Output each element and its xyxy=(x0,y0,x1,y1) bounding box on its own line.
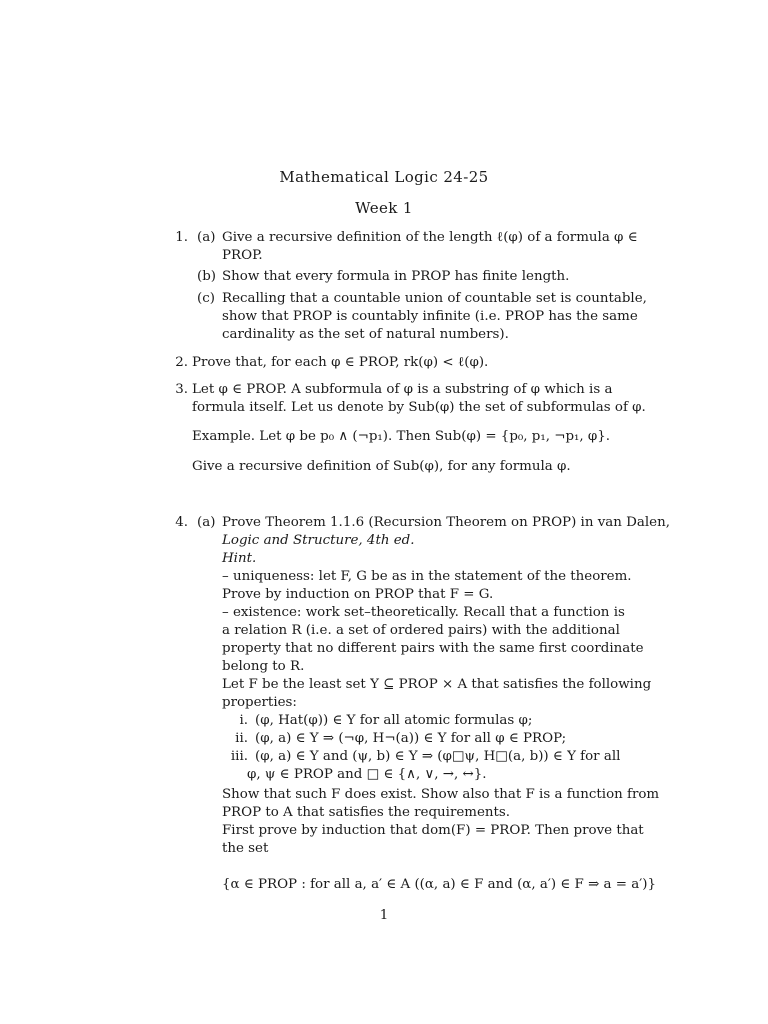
exercise-4-number: 4. xyxy=(175,515,188,530)
document-title: Mathematical Logic 24-25 xyxy=(279,168,489,186)
exercise-4a-hint: Hint. xyxy=(222,551,257,566)
exercise-4a-line-6: – existence: work set–theoretically. Recall that a function is xyxy=(222,605,625,620)
exercise-4a-line-15: the set xyxy=(222,841,269,856)
exercise-4a-line-4: – uniqueness: let F, G be as in the statement of the theorem. xyxy=(222,569,632,584)
property-iii-text-1: (φ, a) ∈ Y and (ψ, b) ∈ Y ⇒ (φ□ψ, H□(a, b)) ∈ Y for all xyxy=(255,749,621,764)
exercise-4a-line-14: First prove by induction that dom(F) = PROP. Then prove that xyxy=(222,823,644,838)
exercise-1a-line-1: Give a recursive definition of the length ℓ(φ) of a formula φ ∈ xyxy=(222,230,638,245)
page-number: 1 xyxy=(379,908,389,923)
exercise-3-example: Example. Let φ be p₀ ∧ (¬p₁). Then Sub(φ) = {p₀, p₁, ¬p₁, φ}. xyxy=(192,429,611,444)
display-formula-set: {α ∈ PROP : for all a, a′ ∈ A ((α, a) ∈ F and (α, a′) ∈ F ⇒ a = a′)} xyxy=(222,877,657,892)
exercise-1a-line-2: PROP. xyxy=(222,248,263,263)
property-ii-label: ii. xyxy=(235,731,248,746)
exercise-4a-label: (a) xyxy=(197,515,216,530)
exercise-4a-line-10: Let F be the least set Y ⊆ PROP × A that satisfies the following xyxy=(222,677,652,692)
exercise-1c-label: (c) xyxy=(197,291,215,306)
exercise-4a-line-5: Prove by induction on PROP that F = G. xyxy=(222,587,494,602)
property-ii-text: (φ, a) ∈ Y ⇒ (¬φ, H¬(a)) ∈ Y for all φ ∈ PROP; xyxy=(255,731,567,746)
exercise-1c-line-2: show that PROP is countably infinite (i.e. PROP has the same xyxy=(222,309,638,324)
exercise-4a-line-7: a relation R (i.e. a set of ordered pairs) with the additional xyxy=(222,623,620,638)
exercise-3-line-2: formula itself. Let us denote by Sub(φ) the set of subformulas of φ. xyxy=(192,400,646,415)
exercise-3-number: 3. xyxy=(175,382,188,397)
exercise-1c-line-1: Recalling that a countable union of countable set is countable, xyxy=(222,291,647,306)
exercise-1-number: 1. xyxy=(175,230,188,245)
property-iii-label: iii. xyxy=(230,749,248,764)
exercise-3-line-3: Give a recursive definition of Sub(φ), for any formula φ. xyxy=(192,459,571,474)
exercise-4a-line-9: belong to R. xyxy=(222,659,305,674)
exercise-4a-line-13: PROP to A that satisfies the requirements. xyxy=(222,805,511,820)
property-i-label: i. xyxy=(239,713,248,728)
exercise-4a-line-8: property that no different pairs with the same first coordinate xyxy=(222,641,644,656)
exercise-2-number: 2. xyxy=(175,355,188,370)
exercise-4a-line-11: properties: xyxy=(222,695,297,710)
exercise-1b-line-1: Show that every formula in PROP has finite length. xyxy=(222,269,570,284)
property-iii-text-2: φ, ψ ∈ PROP and □ ∈ {∧, ∨, →, ↔}. xyxy=(247,767,487,782)
exercise-4a-line-1: Prove Theorem 1.1.6 (Recursion Theorem on PROP) in van Dalen, xyxy=(222,515,670,530)
document-subtitle: Week 1 xyxy=(355,199,413,217)
exercise-3-line-1: Let φ ∈ PROP. A subformula of φ is a substring of φ which is a xyxy=(192,382,613,397)
exercise-4a-line-12: Show that such F does exist. Show also that F is a function from xyxy=(222,787,660,802)
exercise-1a-label: (a) xyxy=(197,230,216,245)
exercise-1c-line-3: cardinality as the set of natural numbers). xyxy=(222,327,509,342)
exercise-4a-line-2: Logic and Structure, 4th ed. xyxy=(222,533,415,548)
exercise-1b-label: (b) xyxy=(197,269,217,284)
exercise-2-line-1: Prove that, for each φ ∈ PROP, rk(φ) < ℓ(φ). xyxy=(192,355,489,370)
property-i-text: (φ, Hat(φ)) ∈ Y for all atomic formulas φ; xyxy=(255,713,533,728)
